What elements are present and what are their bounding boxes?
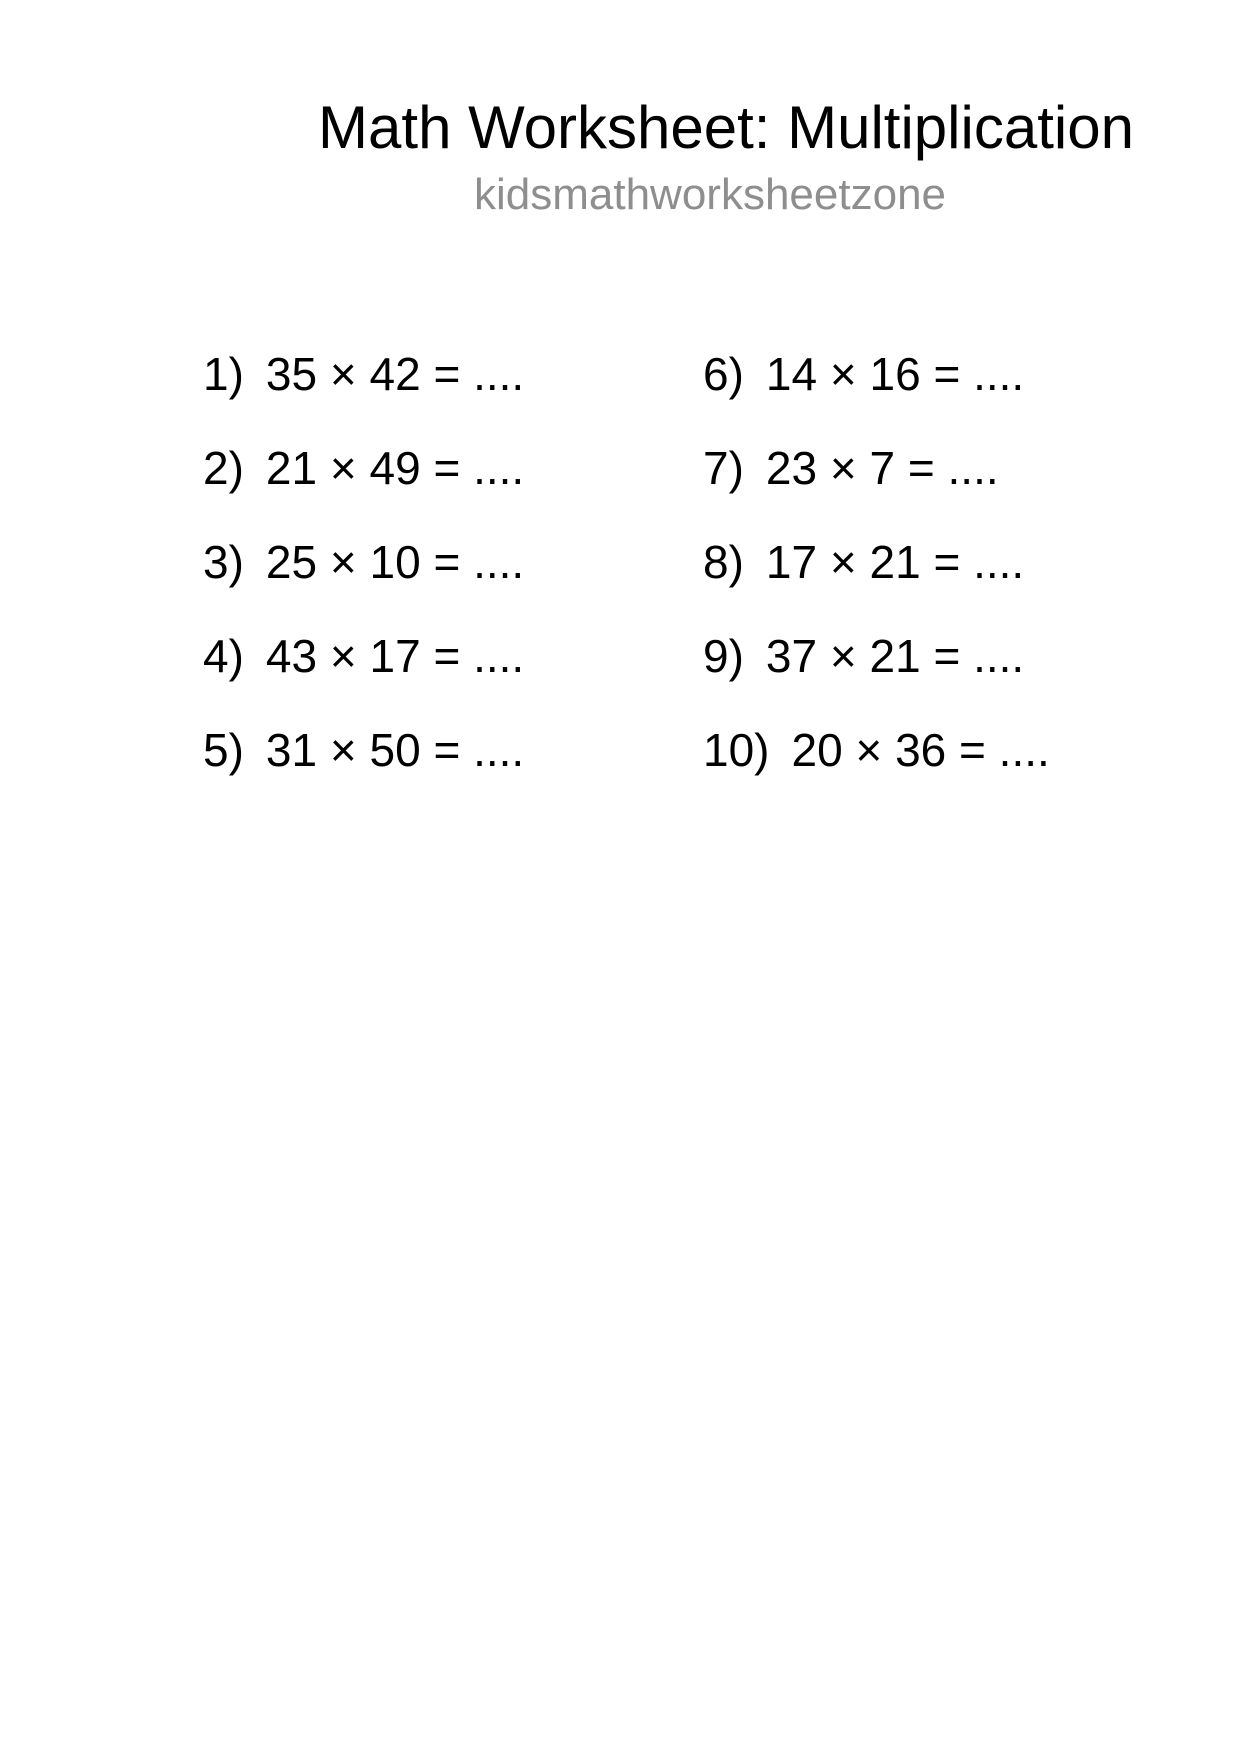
problem-number: 10): [703, 724, 770, 776]
problem-expression: 31 × 50 = ....: [265, 724, 525, 776]
worksheet-subtitle: kidsmathworksheetzone: [473, 170, 947, 219]
problem-expression: 21 × 49 = ....: [265, 442, 525, 494]
problem-expression: 17 × 21 = ....: [765, 536, 1025, 588]
problem-number: 5): [203, 724, 244, 776]
problem-expression: 23 × 7 = ....: [765, 442, 999, 494]
problem-row-8: [703, 515, 1050, 609]
problem-row-7: [703, 421, 1050, 515]
problem-number: 1): [203, 348, 244, 400]
problem-row-2: [203, 421, 524, 515]
problems-column-left: [203, 327, 524, 797]
problem-expression: 14 × 16 = ....: [765, 348, 1025, 400]
problem-row-4: [203, 609, 524, 703]
problems-column-right: [703, 327, 1050, 797]
problem-expression: 37 × 21 = ....: [765, 630, 1025, 682]
problem-number: 3): [203, 536, 244, 588]
problem-row-9: [703, 609, 1050, 703]
problem-number: 9): [703, 630, 744, 682]
problem-expression: 25 × 10 = ....: [265, 536, 525, 588]
problem-expression: 20 × 36 = ....: [791, 724, 1050, 776]
worksheet-title: Math Worksheet: Multiplication: [318, 94, 1134, 161]
problem-number: 6): [703, 348, 744, 400]
problem-number: 2): [203, 442, 244, 494]
problem-row-5: [203, 703, 524, 797]
problem-row-3: [203, 515, 524, 609]
problem-row-1: [203, 327, 524, 421]
problem-number: 4): [203, 630, 244, 682]
problem-expression: 35 × 42 = ....: [265, 348, 525, 400]
problem-number: 8): [703, 536, 744, 588]
problem-expression: 43 × 17 = ....: [265, 630, 525, 682]
problem-number: 7): [703, 442, 744, 494]
problem-row-10: [703, 703, 1050, 797]
problem-row-6: [703, 327, 1050, 421]
